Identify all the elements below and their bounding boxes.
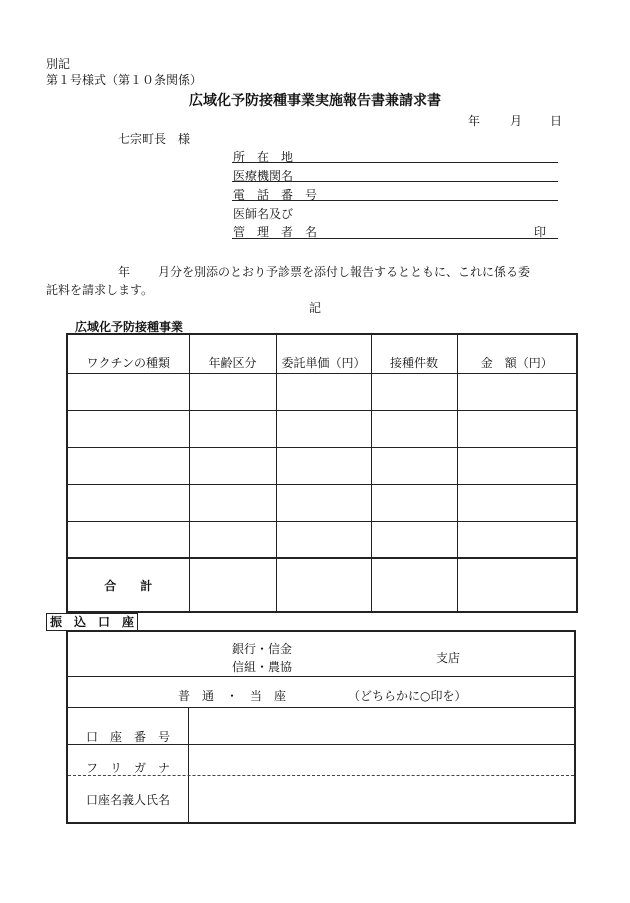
date-month: 月	[510, 114, 523, 128]
cell-price[interactable]	[276, 410, 371, 447]
account-type-note: （どちらかに○印を）	[348, 689, 467, 703]
table-row	[67, 410, 577, 447]
institution-label: 医療機関名	[233, 169, 294, 183]
admin-line[interactable]	[232, 238, 558, 239]
cell-age[interactable]	[189, 484, 276, 521]
furigana-field[interactable]	[189, 745, 574, 775]
doctor-label: 医師名及び	[233, 207, 294, 221]
phone-line[interactable]	[232, 200, 558, 201]
cell-amount[interactable]	[457, 410, 577, 447]
header-vaccine-type: ワクチンの種類	[67, 334, 189, 373]
header-unit-price: 委託単価（円）	[276, 334, 371, 373]
cell-count[interactable]	[371, 521, 457, 558]
vaccination-table	[66, 333, 578, 613]
table-row	[67, 447, 577, 484]
cell-vaccine[interactable]	[67, 373, 189, 410]
cell-count[interactable]	[371, 447, 457, 484]
phone-label: 電 話 番 号	[233, 188, 318, 202]
report-text-line1: 月分を別添のとおり予診票を添付し報告するとともに、これに係る委	[158, 265, 531, 279]
holder-name-label: 口座名義人氏名	[85, 793, 170, 807]
cell-amount[interactable]	[457, 484, 577, 521]
header-count: 接種件数	[371, 334, 457, 373]
table-row	[67, 521, 577, 558]
header-amount: 金 額（円）	[457, 334, 577, 373]
bank-section-title: 振 込 口 座	[46, 613, 138, 631]
addressee: 七宗町長 様	[118, 132, 191, 146]
total-age[interactable]	[189, 558, 276, 612]
table-row	[67, 484, 577, 521]
address-label: 所 在 地	[233, 150, 294, 164]
cell-price[interactable]	[276, 521, 371, 558]
bank-types-line1: 銀行・信金	[232, 642, 293, 656]
holder-name-field[interactable]	[189, 776, 574, 822]
form-number: 第１号様式（第１０条関係）	[46, 73, 203, 87]
ki-mark: 記	[309, 301, 322, 315]
cell-amount[interactable]	[457, 521, 577, 558]
cell-count[interactable]	[371, 373, 457, 410]
report-text-line2: 託料を請求します。	[46, 283, 154, 297]
table-header-row	[67, 334, 577, 373]
cell-vaccine[interactable]	[67, 410, 189, 447]
cell-amount[interactable]	[457, 447, 577, 484]
account-number-label: 口 座 番 号	[85, 730, 170, 744]
total-count[interactable]	[371, 558, 457, 612]
cell-count[interactable]	[371, 410, 457, 447]
total-label: 合 計	[67, 558, 189, 612]
account-number-field[interactable]	[189, 708, 574, 745]
cell-age[interactable]	[189, 447, 276, 484]
cell-price[interactable]	[276, 373, 371, 410]
cell-age[interactable]	[189, 373, 276, 410]
cell-price[interactable]	[276, 447, 371, 484]
seal-mark: 印	[534, 225, 547, 239]
date-day: 日	[550, 114, 563, 128]
cell-price[interactable]	[276, 484, 371, 521]
bank-types-line2: 信組・農協	[232, 660, 293, 674]
document-title: 広域化予防接種事業実施報告書兼請求書	[189, 93, 441, 109]
cell-age[interactable]	[189, 410, 276, 447]
total-price[interactable]	[276, 558, 371, 612]
divider	[68, 676, 574, 677]
account-type-options[interactable]: 普 通 ・ 当 座	[178, 689, 287, 703]
total-amount[interactable]	[457, 558, 577, 612]
vaccination-section-title: 広域化予防接種事業	[75, 320, 184, 334]
table-row	[67, 373, 577, 410]
furigana-label: フ リ ガ ナ	[85, 761, 170, 775]
appendix-label: 別記	[46, 57, 71, 71]
cell-age[interactable]	[189, 521, 276, 558]
total-row	[67, 558, 577, 612]
cell-count[interactable]	[371, 484, 457, 521]
header-age-group: 年齢区分	[189, 334, 276, 373]
address-line[interactable]	[232, 162, 558, 163]
bank-account-box	[66, 630, 576, 824]
cell-vaccine[interactable]	[67, 484, 189, 521]
cell-amount[interactable]	[457, 373, 577, 410]
institution-line[interactable]	[232, 181, 558, 182]
cell-vaccine[interactable]	[67, 447, 189, 484]
cell-vaccine[interactable]	[67, 521, 189, 558]
report-year-mark: 年	[118, 265, 131, 279]
date-year: 年	[468, 114, 481, 128]
admin-label: 管 理 者 名	[233, 225, 318, 239]
branch-label: 支店	[436, 651, 461, 665]
